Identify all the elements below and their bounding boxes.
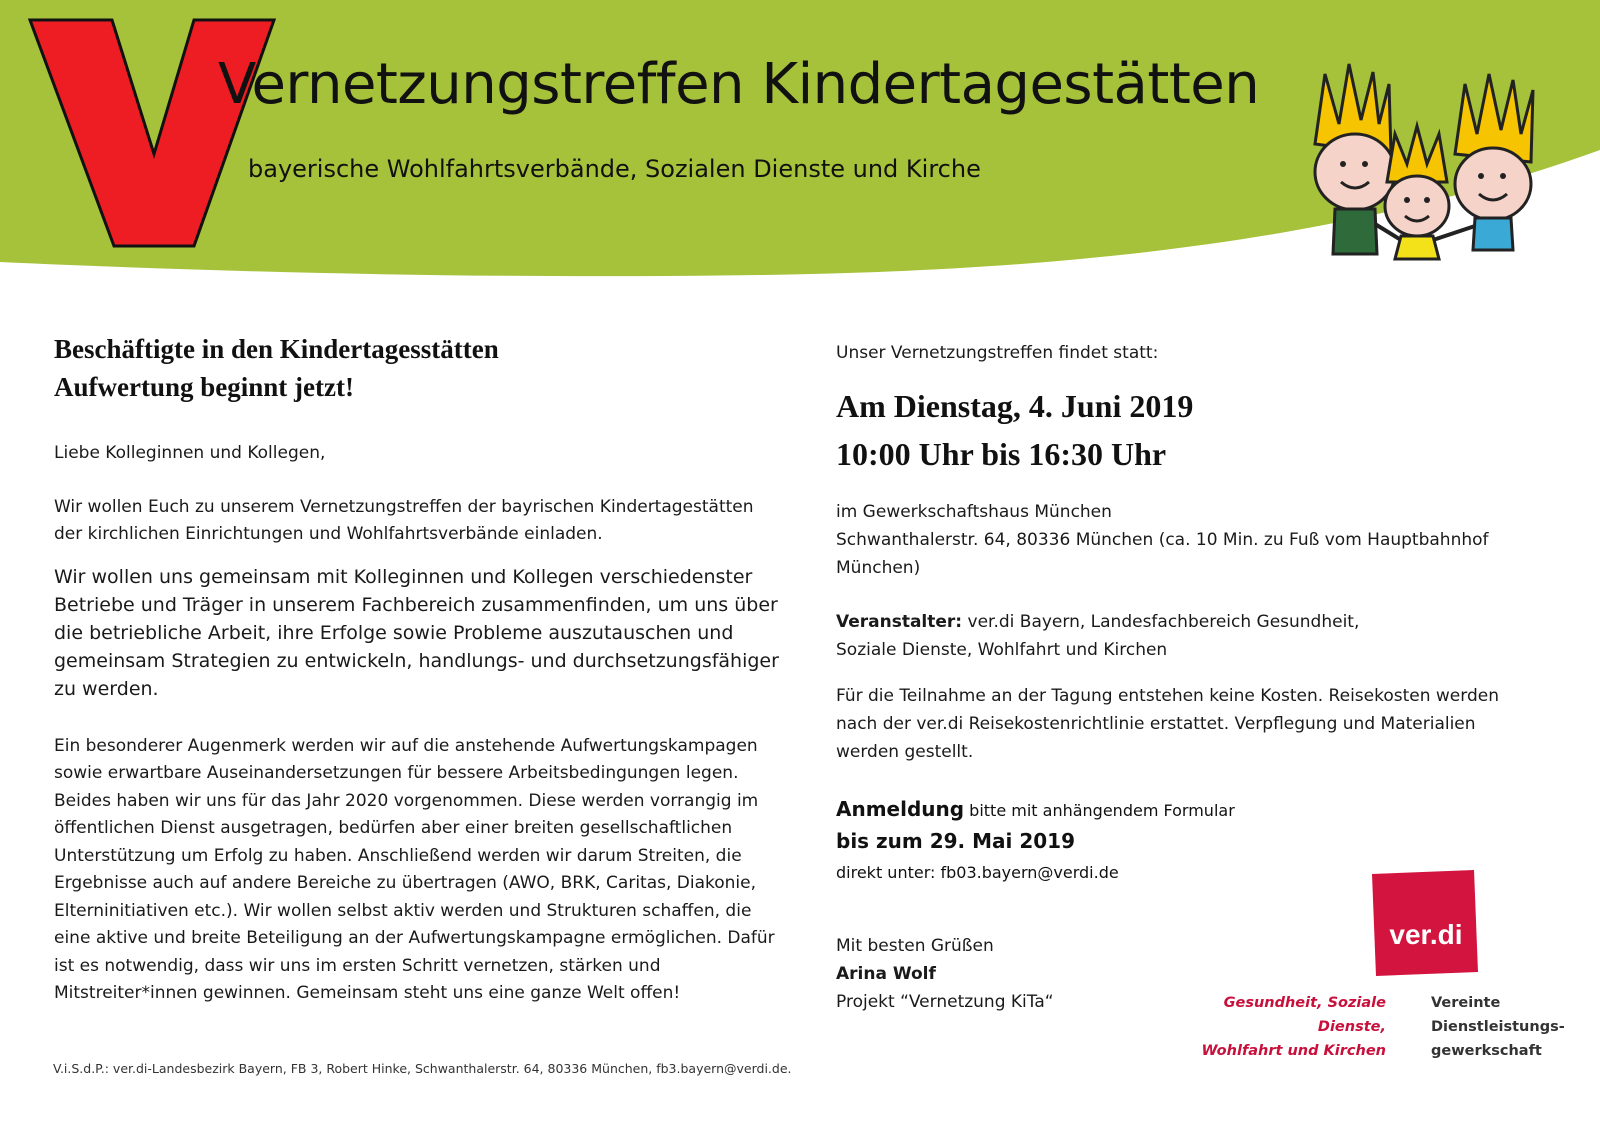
registration-text: bitte mit anhängendem Formular: [964, 800, 1235, 820]
crowned-children-illustration: [1305, 54, 1595, 274]
organizer-label: Veranstalter:: [836, 611, 963, 632]
imprint-footer: V.i.S.d.P.: ver.di-Landesbezirk Bayern, FB 3, Robert Hinke, Schwanthalerstr. 64, 80336 München, fb3.bayern@verdi.de.: [53, 1061, 792, 1076]
registration: [836, 794, 1536, 826]
paragraph-invitation: Wir wollen Euch zu unserem Vernetzungstreffen der bayrischen Kindertagestätten der kirchlichen Einrichtungen und Wohlfahrtsverbände einladen.: [54, 496, 754, 544]
page-subtitle: bayerische Wohlfahrtsverbände, Sozialen Dienste und Kirche: [248, 155, 981, 183]
event-date: Am Dienstag, 4. Juni 2019: [836, 387, 1194, 424]
heading-employees: Beschäftigte in den Kindertagesstätten: [54, 334, 499, 364]
paragraph-campaign: Ein besonderer Augenmerk werden wir auf die anstehende Aufwertungskampagen sowie erwartbare Auseinandersetzungen für bessere Arbeitsbedingungen legen. Beides haben wir uns für das Jahr 2020 vorgenommen. Diese werden vorrangig im öffentlichen Dienst ausgetragen, bedürfen aber einer breiten gesellschaftlichen Unterstützung um Erfolg zu haben. Anschließend werden wir darum Streiten, die Ergebnisse auch auf andere Bereiche zu übertragen (AWO, BRK, Caritas, Diakonie, Elterninitiativen etc.). Wir wollen selbst aktiv werden und Strukturen schaffen, die eine aktive und breite Beteiligung an der Aufwertungskampagne ermöglichen. Dafür ist es notwendig, dass wir uns im ersten Schritt vernetzen, stärken und Mitstreiter*innen gewinnen. Gemeinsam steht uns eine ganze Welt offen!: [54, 735, 775, 1003]
verdi-logo: [1372, 870, 1478, 976]
verdi-logo-text: ver.di: [1389, 919, 1463, 950]
page-title: [218, 52, 1259, 117]
greeting: Liebe Kolleginnen und Kollegen,: [54, 443, 326, 463]
title-rest: ernetzungstreffen Kindertagestätten: [251, 52, 1260, 117]
costs-note: Für die Teilnahme an der Tagung entstehen keine Kosten. Reisekosten werden nach der ver.di Reisekostenrichtlinie erstattet. Verpflegung und Materialien werden gestellt.: [836, 685, 1499, 762]
organizer: [836, 608, 1536, 636]
logo-organization: Vereinte Dienstleistungs- gewerkschaft: [1431, 995, 1565, 1059]
logo-department: Gesundheit, Soziale Dienste, Wohlfahrt und Kirchen: [1201, 995, 1386, 1059]
event-intro: Unser Vernetzungstreffen findet statt:: [836, 343, 1159, 363]
event-venue: im Gewerkschaftshaus München: [836, 501, 1112, 522]
event-time: 10:00 Uhr bis 16:30 Uhr: [836, 435, 1167, 472]
signer-name: Arina Wolf: [836, 963, 936, 984]
organizer-text-2: Soziale Dienste, Wohlfahrt und Kirchen: [836, 639, 1168, 660]
closing: Mit besten Grüßen: [836, 935, 994, 956]
registration-label: Anmeldung: [836, 796, 965, 821]
organizer-text: ver.di Bayern, Landesfachbereich Gesundheit,: [962, 611, 1360, 632]
registration-contact: direkt unter: fb03.bayern@verdi.de: [836, 862, 1119, 882]
left-column: [54, 330, 784, 1008]
registration-deadline: bis zum 29. Mai 2019: [836, 828, 1075, 853]
title-initial: V: [218, 52, 252, 117]
project-name: Projekt “Vernetzung KiTa“: [836, 991, 1054, 1012]
event-address: Schwanthalerstr. 64, 80336 München (ca. 10 Min. zu Fuß vom Hauptbahnhof München): [836, 529, 1489, 578]
paragraph-together: Wir wollen uns gemeinsam mit Kolleginnen und Kollegen verschiedenster Betriebe und Träger in unserem Fachbereich zusammenfinden, um uns über die betriebliche Arbeit, ihre Erfolge sowie Probleme auszutauschen und gemeinsam Strategien zu entwickeln, handlungs- und durchsetzungsfähiger zu werden.: [54, 565, 779, 700]
heading-upgrade: Aufwertung beginnt jetzt!: [54, 372, 354, 402]
